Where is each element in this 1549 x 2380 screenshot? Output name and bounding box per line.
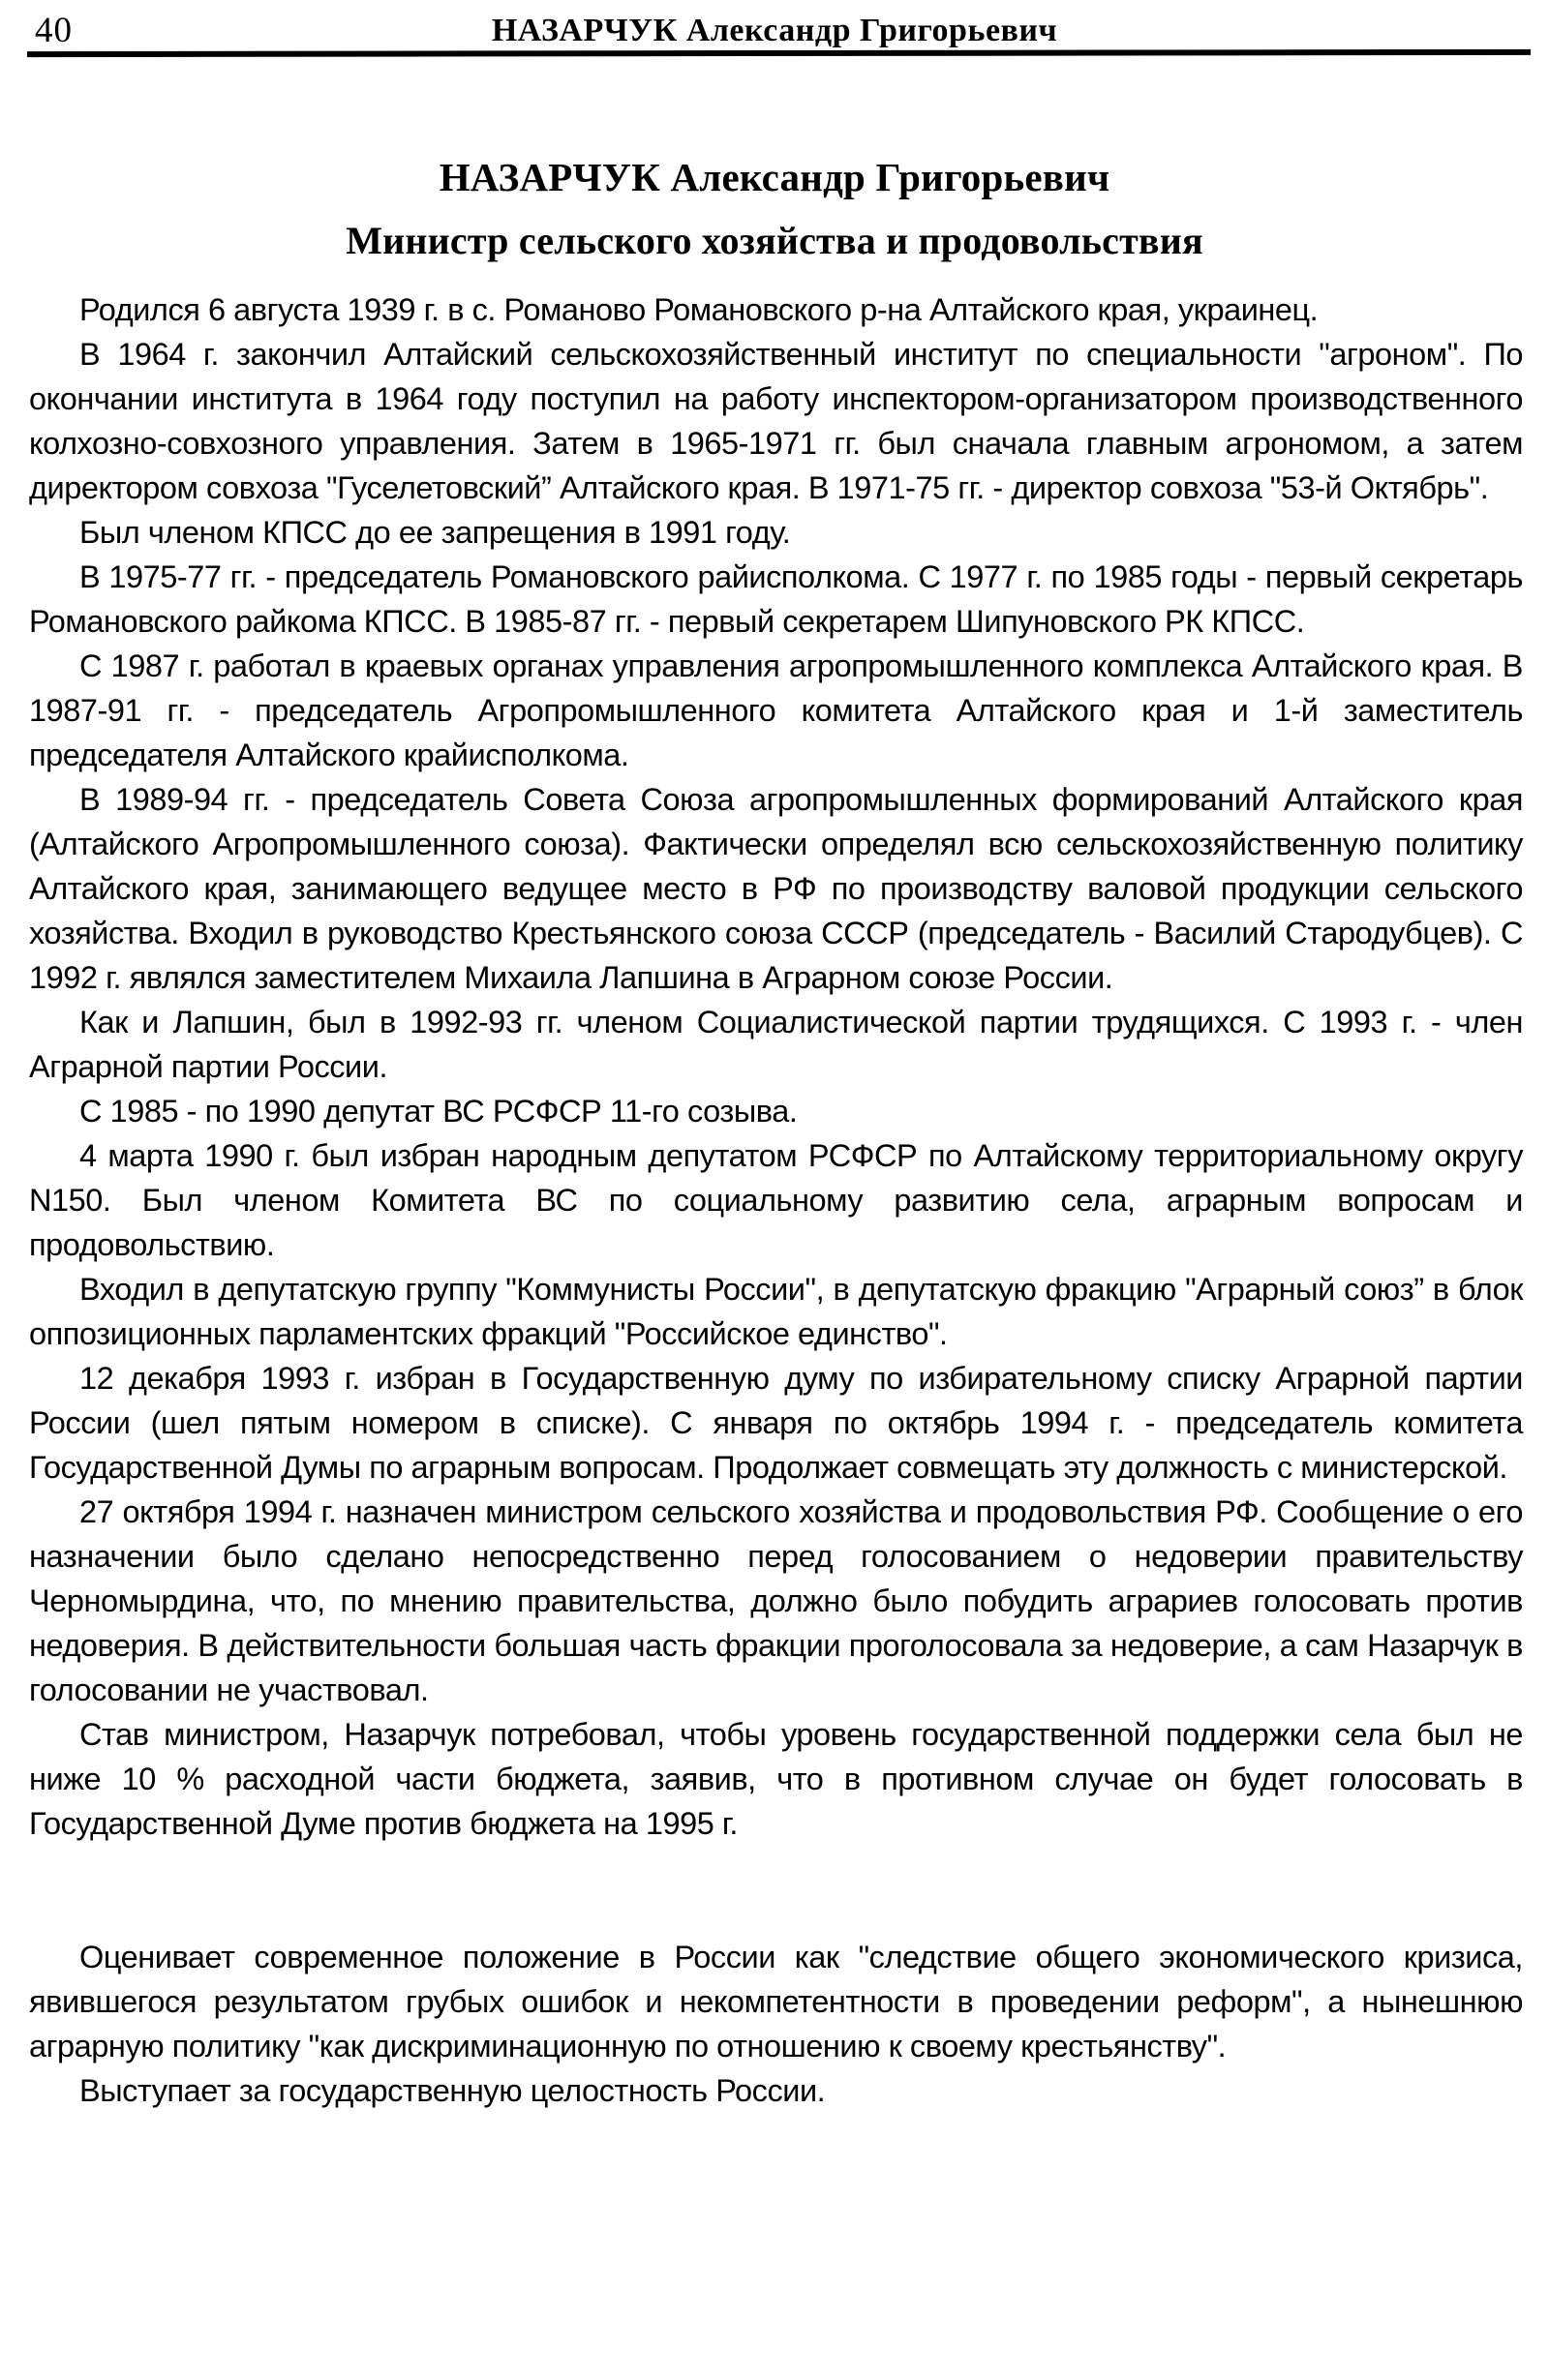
paragraph-1989-94: В 1989-94 гг. - председатель Совета Союза агропромышленных формирований Алтайского края (Алтайского Агропромышленного союза). Фактически определял всю сельскохозяйственную политику Алтайского края, занимающего ведущее место в РФ по производству валовой продукции сельского хозяйства. Входил в руководство Крестьянского союза СССР (председатель - Василий Стародубцев). С 1992 г. являлся заместителем Михаила Лапшина в Аграрном союзе России. — [29, 782, 1523, 995]
page-title: НАЗАРЧУК Александр Григорьевич — [439, 155, 1110, 199]
paragraph-factions: Входил в депутатскую группу "Коммунисты России", в депутатскую фракцию "Аграрный союз” в блок оппозиционных парламентских фракций "Российское единство". — [29, 1272, 1523, 1351]
paragraph-budget-demand: Став министром, Назарчук потребовал, чтобы уровень государственной поддержки села был не ниже 10 % расходной части бюджета, заявив, что в противном случае он будет голосовать в Государственной Думе против бюджета на 1995 г. — [29, 1717, 1523, 1841]
paragraph-deputy-1990: 4 марта 1990 г. был избран народным депутатом РСФСР по Алтайскому территориальному округу N150. Был членом Комитета ВС по социальному развитию села, аграрным вопросам и продовольствию. — [29, 1138, 1523, 1262]
paragraph-1987-91: С 1987 г. работал в краевых органах управления агропромышленного комплекса Алтайского края. В 1987-91 гг. - председатель Агропромышленного комитета Алтайского края и 1-й заместитель председателя Алтайского крайисполкома. — [29, 648, 1523, 772]
page-subtitle: Министр сельского хозяйства и продовольствия — [346, 219, 1203, 262]
paragraph-birth: Родился 6 августа 1939 г. в с. Романово Романовского р-на Алтайского края, украинец. — [79, 292, 1319, 327]
paragraph-kpss-member: Был членом КПСС до ее запрещения в 1991 году. — [79, 515, 791, 550]
header-divider — [27, 49, 1531, 57]
page-header — [0, 10, 1549, 52]
paragraph-1975-87: В 1975-77 гг. - председатель Романовского райисполкома. С 1977 г. по 1985 годы - первый секретарь Романовского райкома КПСС. В 1985-87 гг. - первый секретарем Шипуновского РК КПСС. — [29, 559, 1523, 639]
paragraph-assessment: Оценивает современное положение в России как "следствие общего экономического кризиса, явившегося результатом грубых ошибок и некомпетентности в проведении реформ", а нынешнюю аграрную политику "как дискриминационную по отношению к своему крестьянству". — [29, 1940, 1523, 2064]
paragraph-deputy-1985: С 1985 - по 1990 депутат ВС РСФСР 11-го созыва. — [79, 1094, 798, 1129]
paragraph-integrity: Выступает за государственную целостность России. — [79, 2073, 826, 2108]
paragraph-parties: Как и Лапшин, был в 1992-93 гг. членом Социалистической партии трудящихся. С 1993 г. - член Аграрной партии России. — [29, 1005, 1523, 1084]
paragraph-duma-1993: 12 декабря 1993 г. избран в Государственную думу по избирательному списку Аграрной партии России (шел пятым номером в списке). С января по октябрь 1994 г. - председатель комитета Государственной Думы по аграрным вопросам. Продолжает совмещать эту должность с министерской. — [29, 1361, 1523, 1485]
page-number: 40 — [35, 11, 73, 50]
paragraph-minister-1994: 27 октября 1994 г. назначен министром сельского хозяйства и продовольствия РФ. Сообщение о его назначении было сделано непосредственно перед голосованием о недоверии правительству Черномырдина, что, по мнению правительства, должно было побудить аграриев голосовать против недоверия. В действительности большая часть фракции проголосовала за недоверие, а сам Назарчук в голосовании не участвовал. — [29, 1494, 1523, 1707]
paragraph-education: В 1964 г. закончил Алтайский сельскохозяйственный институт по специальности "агроном". По окончании института в 1964 году поступил на работу инспектором-организатором производственного колхозно-совхозного управления. Затем в 1965-1971 гг. был сначала главным агрономом, а затем директором совхоза "Гуселетовский” Алтайского края. В 1971-75 гг. - директор совхоза "53-й Октябрь". — [29, 337, 1523, 505]
biography-text — [29, 287, 1523, 2113]
running-title: НАЗАРЧУК Александр Григорьевич — [491, 13, 1058, 48]
